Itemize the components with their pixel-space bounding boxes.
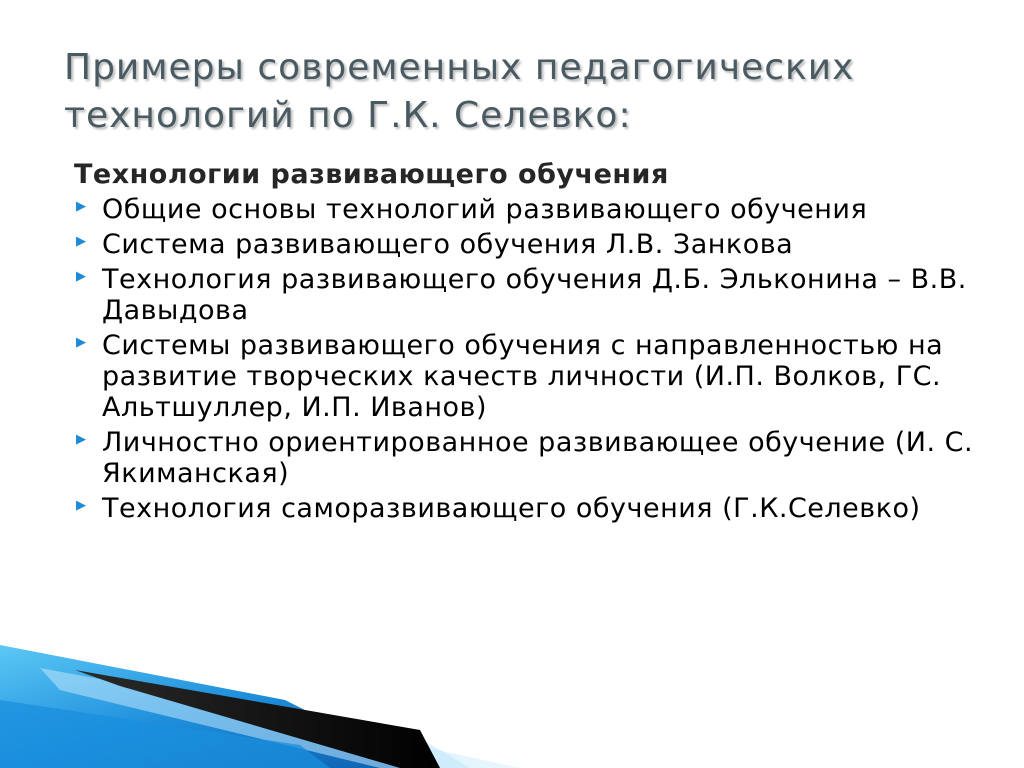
list-item (74, 264, 994, 326)
triangle-right-icon: ▶ (76, 199, 87, 214)
list-item-text: Технология развивающего обучения Д.Б. Эльконина – В.В. Давыдова (102, 264, 967, 326)
triangle-right-icon: ▶ (76, 234, 87, 249)
list-item (74, 229, 994, 260)
triangle-right-icon: ▶ (76, 335, 87, 350)
list-item (74, 427, 994, 489)
bullet-list (74, 194, 994, 524)
triangle-right-icon: ▶ (76, 432, 87, 447)
list-item-text: Общие основы технологий развивающего обучения (102, 194, 868, 225)
list-item-text: Система развивающего обучения Л.В. Занкова (102, 229, 794, 260)
list-item (74, 330, 994, 423)
triangle-right-icon: ▶ (76, 498, 87, 513)
list-item (74, 493, 994, 524)
triangle-right-icon: ▶ (76, 269, 87, 284)
slide-title: Примеры современных педагогических технологий по Г.К. Селевко: (64, 47, 855, 136)
slide-content (74, 158, 994, 528)
list-item-text: Личностно ориентированное развивающее обучение (И. С. Якиманская) (102, 427, 974, 489)
list-item-text: Системы развивающего обучения с направленностью на развитие творческих качеств личности (И.П. Волков, ГС. Альтшуллер, И.П. Иванов) (102, 330, 944, 423)
list-item (74, 194, 994, 225)
section-heading: Технологии развивающего обучения (74, 159, 669, 190)
list-item-text: Технология саморазвивающего обучения (Г.К.Селевко) (102, 493, 921, 524)
